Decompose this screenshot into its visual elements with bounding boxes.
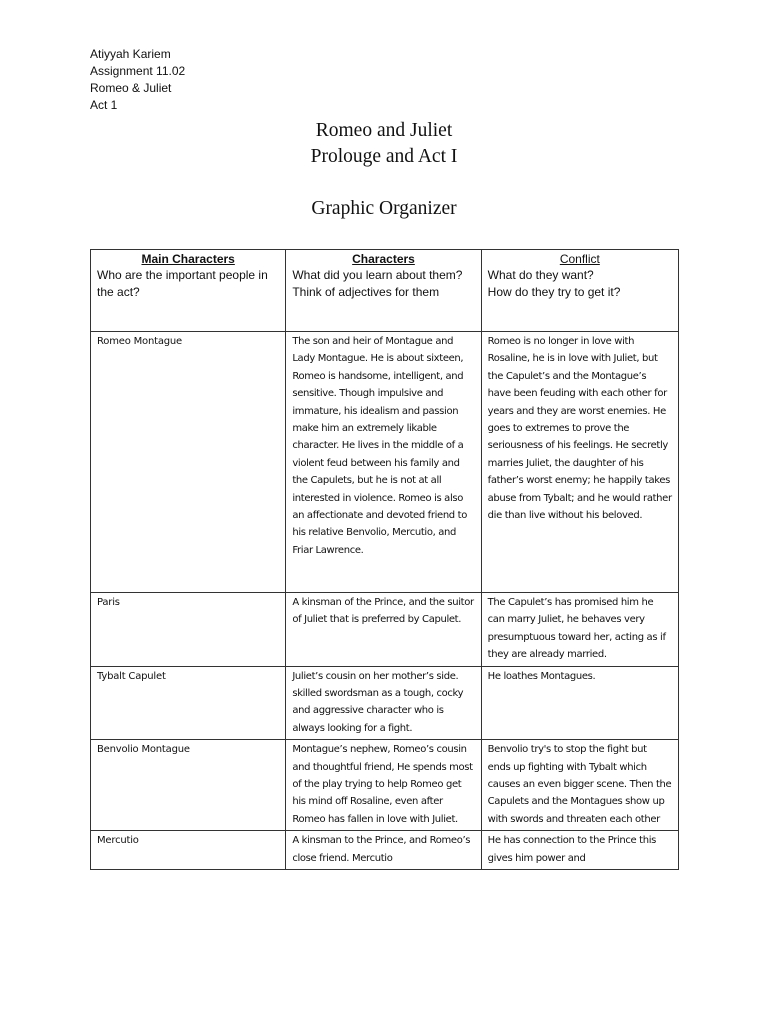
table-row bbox=[91, 593, 679, 667]
character-description: A kinsman to the Prince, and Romeo’s close friend. Mercutio bbox=[286, 831, 481, 870]
column-prompt: Who are the important people in the act? bbox=[97, 268, 268, 299]
character-name: Benvolio Montague bbox=[91, 740, 286, 831]
table-row bbox=[91, 332, 679, 593]
character-description: Montague’s nephew, Romeo’s cousin and thoughtful friend, He spends most of the play trying to help Romeo get his mind off Rosaline, even after Romeo has fallen in love with Juliet. bbox=[286, 740, 481, 831]
header-cell-characters bbox=[286, 250, 481, 332]
header-cell-main-characters bbox=[91, 250, 286, 332]
table-header-row bbox=[91, 250, 679, 332]
character-name: Mercutio bbox=[91, 831, 286, 870]
character-name: Romeo Montague bbox=[91, 332, 286, 593]
character-description: The son and heir of Montague and Lady Montague. He is about sixteen, Romeo is handsome, intelligent, and sensitive. Though impulsive and immature, his idealism and passion make him an extremely likable character. He lives in the middle of a violent feud between his family and the Capulets, but he is not at all interested in violence. Romeo is also an affectionate and devoted friend to his relative Benvolio, Mercutio, and Friar Lawrence. bbox=[286, 332, 481, 593]
column-prompt: What do they want? How do they try to get it? bbox=[487, 268, 621, 299]
table-row bbox=[91, 831, 679, 870]
student-name: Atiyyah Kariem bbox=[90, 47, 171, 61]
character-description: Juliet’s cousin on her mother’s side. skilled swordsman as a tough, cocky and aggressive character who is always looking for a fight. bbox=[286, 666, 481, 740]
character-conflict: The Capulet’s has promised him he can marry Juliet, he behaves very presumptuous toward her, acting as if they are already married. bbox=[481, 593, 678, 667]
table-row bbox=[91, 740, 679, 831]
document-subtitle: Prolouge and Act I bbox=[310, 146, 458, 167]
act-label: Act 1 bbox=[90, 98, 118, 112]
column-prompt: What did you learn about them? Think of adjectives for them bbox=[292, 268, 463, 299]
character-conflict: Benvolio try's to stop the fight but ends up fighting with Tybalt which causes an even bigger scene. Then the Capulets and the Montagues show up with swords and threaten each other bbox=[481, 740, 678, 831]
table-row bbox=[91, 666, 679, 740]
student-header bbox=[90, 46, 185, 114]
graphic-organizer-table bbox=[90, 249, 679, 870]
header-cell-conflict bbox=[481, 250, 678, 332]
character-name: Paris bbox=[91, 593, 286, 667]
book-title: Romeo & Juliet bbox=[90, 81, 172, 95]
character-conflict: He loathes Montagues. bbox=[481, 666, 678, 740]
character-conflict: Romeo is no longer in love with Rosaline, he is in love with Juliet, but the Capulet’s and the Montague’s have been feuding with each other for years and they are worst enemies. He goes to extremes to prove the seriousness of his feelings. He secretly marries Juliet, the daughter of his father’s worst enemy; he happily takes abuse from Tybalt; and he would rather die than live without his beloved. bbox=[481, 332, 678, 593]
column-title: Conflict bbox=[559, 252, 600, 266]
organizer-heading: Graphic Organizer bbox=[311, 198, 457, 219]
character-conflict: He has connection to the Prince this gives him power and bbox=[481, 831, 678, 870]
column-title: Characters bbox=[352, 252, 415, 266]
assignment-number: Assignment 11.02 bbox=[90, 64, 186, 78]
character-description: A kinsman of the Prince, and the suitor of Juliet that is preferred by Capulet. bbox=[286, 593, 481, 667]
column-title: Main Characters bbox=[141, 252, 235, 266]
character-name: Tybalt Capulet bbox=[91, 666, 286, 740]
document-title: Romeo and Juliet bbox=[315, 120, 453, 141]
